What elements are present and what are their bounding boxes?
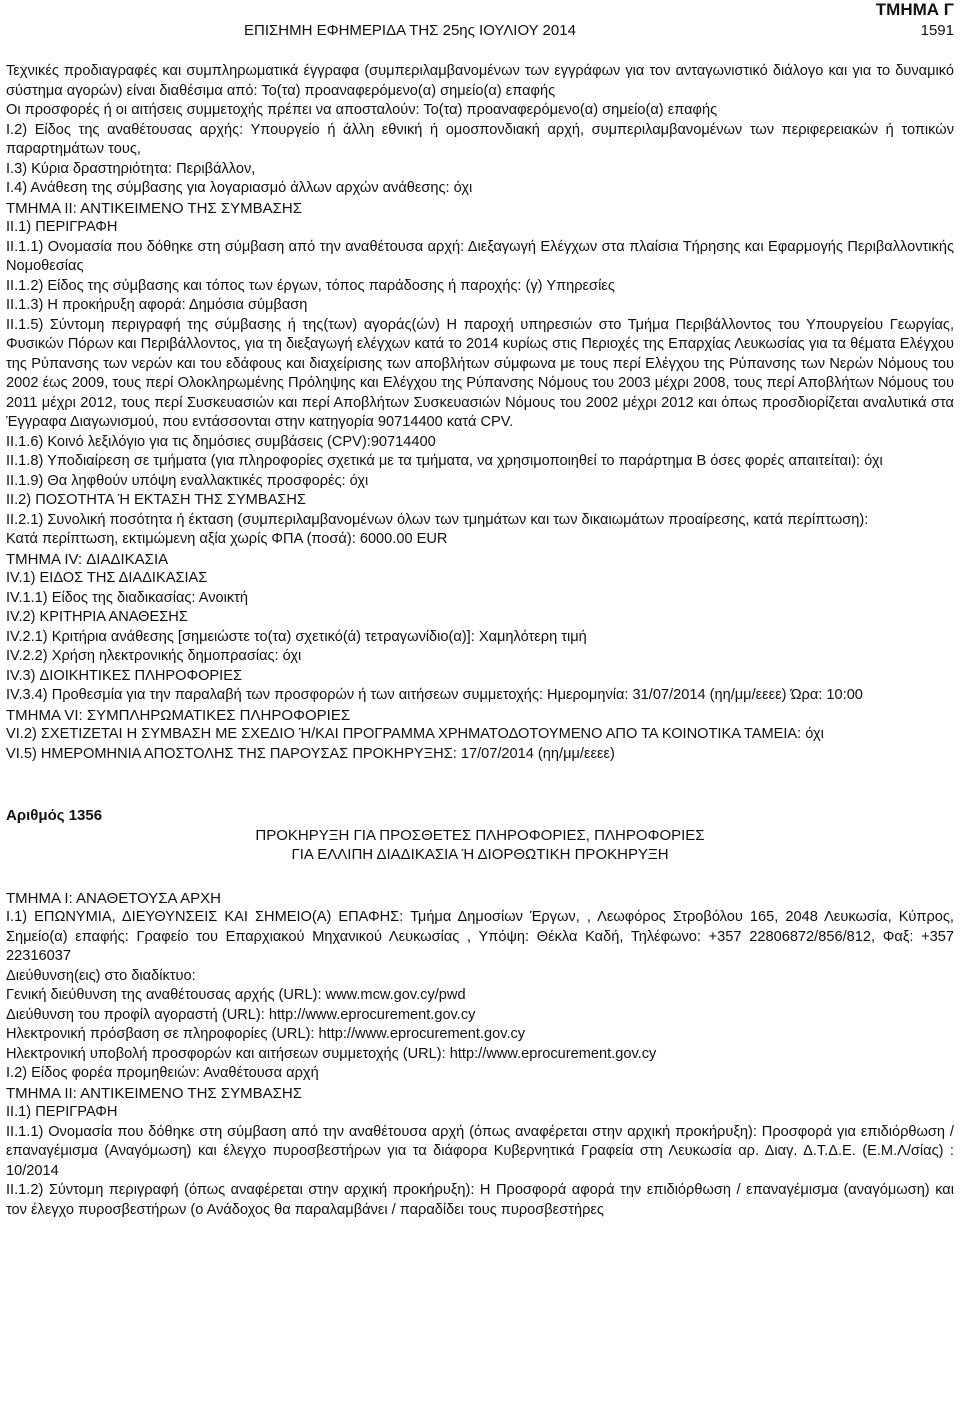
paragraph: Κατά περίπτωση, εκτιμώμενη αξία χωρίς ΦΠΑ (ποσά): 6000.00 EUR <box>6 531 448 547</box>
paragraph: ΙΙ.1.2) Σύντομη περιγραφή (όπως αναφέρεται στην αρχική προκήρυξη): Η Προσφορά αφορά την επιδιόρθωση / επαναγέμισμα (αναγόμωση) και τον έλεγχο πυροσβεστήρων (ο Ανάδοχος θα παραλαμβάνει / παραδίδει τους πυροσβεστήρες <box>6 1182 954 1218</box>
spacer <box>6 865 954 889</box>
paragraph: IV.2.2) Χρήση ηλεκτρονικής δημοπρασίας: όχι <box>6 648 302 664</box>
document-body <box>6 62 954 1220</box>
paragraph: Ι.2) Είδος της αναθέτουσας αρχής: Υπουργείο ή άλλη εθνική ή ομοσπονδιακή αρχή, συμπεριλαμβανομένων των περιφερειακών ή τοπικών παραρτημάτων τους, <box>6 121 954 157</box>
url-line: Γενική διεύθυνση της αναθέτουσας αρχής (URL): www.mcw.gov.cy/pwd <box>6 987 466 1003</box>
section-heading: ΤΜΗΜΑ IV: ΔΙΑΔΙΚΑΣΙΑ <box>6 550 169 568</box>
url-line: Ηλεκτρονική πρόσβαση σε πληροφορίες (URL): http://www.eprocurement.gov.cy <box>6 1026 526 1042</box>
paragraph: ΙΙ.1.5) Σύντομη περιγραφή της σύμβασης ή της(των) αγοράς(ών) Η παροχή υπηρεσιών στο Τμήμα Περιβάλλοντος του Υπουργείου Γεωργίας, Φυσικών Πόρων και Περιβάλλοντος, για τη διεξαγωγή ελέγχων κατά το 2014 κυρίως στις Περιοχές της Επαρχίας Λευκωσίας για τα θέματα Ελέγχου της Ρύπανσης των νερών και του εδάφους και διαχείρισης των αποβλήτων σύμφωνα με τους περί Ελέγχου της Ρύπανσης των Νερών Νόμους του 2002 έως 2009, τους περί Ολοκληρωμένης Πρόληψης και Ελέγχου της Ρύπανσης Νόμους του 2003 μέχρι 2008, τους περί Αποβλήτων Νόμους του 2011 μέχρι 2012, τους περί Συσκευασιών και περί Αποβλήτων Συσκευασιών Νόμους του 2002 μέχρι 2012 και όπως προσδιορίζεται αναλυτικά στα Έγγραφα Διαγωνισμού, που εντάσσονται στην κατηγορία 90714400 κατά CPV. <box>6 316 954 430</box>
paragraph: IV.3.4) Προθεσμία για την παραλαβή των προσφορών ή των αιτήσεων συμμετοχής: Ημερομηνία: 31/07/2014 (ηη/μμ/εεεε) Ώρα: 10:00 <box>6 687 863 703</box>
paragraph: Ι.1) ΕΠΩΝΥΜΙΑ, ΔΙΕΥΘΥΝΣΕΙΣ ΚΑΙ ΣΗΜΕΙΟ(Α) ΕΠΑΦΗΣ: Τμήμα Δημοσίων Έργων, , Λεωφόρος Στροβόλου 165, 2048 Λευκωσία, Κύπρος, Σημείο(α) επαφής: Γραφείο του Επαρχιακού Μηχανικού Λευκωσίας , Υπόψη: Θέκλα Καδή, Τηλέφωνο: +357 22806872/856/812, Φαξ: +357 22316037 <box>6 909 954 964</box>
subsection-heading: ΙΙ.1) ΠΕΡΙΓΡΑΦΗ <box>6 1104 118 1120</box>
subsection-heading: ΙΙ.2) ΠΟΣΟΤΗΤΑ Ή ΕΚΤΑΣΗ ΤΗΣ ΣΥΜΒΑΣΗΣ <box>6 492 306 508</box>
paragraph: ΙΙ.1.2) Είδος της σύμβασης και τόπος των έργων, τόπος παράδοσης ή παροχής: (γ) Υπηρεσίες <box>6 277 615 294</box>
section-heading: ΤΜΗΜΑ VI: ΣΥΜΠΛΗΡΩΜΑΤΙΚΕΣ ΠΛΗΡΟΦΟΡΙΕΣ <box>6 706 351 724</box>
notice-number: Αριθμός 1356 <box>6 807 103 824</box>
paragraph: ΙΙ.1.3) Η προκήρυξη αφορά: Δημόσια σύμβαση <box>6 297 308 313</box>
gazette-title: ΕΠΙΣΗΜΗ ΕΦΗΜΕΡΙΔΑ ΤΗΣ 25ης ΙΟΥΛΙΟΥ 2014 <box>244 22 576 39</box>
paragraph: ΙΙ.1.6) Κοινό λεξιλόγιο για τις δημόσιες συμβάσεις (CPV):90714400 <box>6 433 436 450</box>
paragraph: ΙΙ.1.8) Υποδιαίρεση σε τμήματα (για πληροφορίες σχετικά με τα τμήματα, να χρησιμοποιηθεί το παράρτημα Β όσες φορές απαιτείται): όχι <box>6 453 883 469</box>
paragraph: Ι.2) Είδος φορέα προμηθειών: Αναθέτουσα αρχή <box>6 1065 319 1081</box>
url-line: Ηλεκτρονική υποβολή προσφορών και αιτήσεων συμμετοχής (URL): http://www.eprocurement.gov.cy <box>6 1045 657 1062</box>
subsection-heading: ΙΙ.1) ΠΕΡΙΓΡΑΦΗ <box>6 219 118 235</box>
paragraph: ΙΙ.1.1) Ονομασία που δόθηκε στη σύμβαση από την αναθέτουσα αρχή (όπως αναφέρεται στην αρχική προκήρυξη): Προσφορά για επιδιόρθωση / επαναγέμισμα (Αναγόμωση) και έλεγχο πυροσβεστήρων για τα διάφορα Κυβερνητικά Γραφεία στη Λευκωσία αρ. Διαγ. Δ.Τ.Δ.Ε. (Ε.Μ.Λ/σίας) : 10/2014 <box>6 1123 954 1179</box>
paragraph: VI.5) ΗΜΕΡΟΜΗΝΙΑ ΑΠΟΣΤΟΛΗΣ ΤΗΣ ΠΑΡΟΥΣΑΣ ΠΡΟΚΗΡΥΞΗΣ: 17/07/2014 (ηη/μμ/εεεε) <box>6 745 615 762</box>
url-line: Διεύθυνση του προφίλ αγοραστή (URL): http://www.eprocurement.gov.cy <box>6 1006 476 1023</box>
section-heading: ΤΜΗΜΑ Ι: ΑΝΑΘΕΤΟΥΣΑ ΑΡΧΗ <box>6 889 221 907</box>
section-heading: ΤΜΗΜΑ ΙΙ: ΑΝΤΙΚΕΙΜΕΝΟ ΤΗΣ ΣΥΜΒΑΣΗΣ <box>6 1084 303 1102</box>
paragraph: Ι.3) Κύρια δραστηριότητα: Περιβάλλον, <box>6 160 256 177</box>
paragraph: ΙΙ.1.9) Θα ληφθούν υπόψη εναλλακτικές προσφορές: όχι <box>6 472 369 489</box>
section-heading: ΤΜΗΜΑ ΙΙ: ΑΝΤΙΚΕΙΜΕΝΟ ΤΗΣ ΣΥΜΒΑΣΗΣ <box>6 199 303 217</box>
page-number: 1591 <box>920 22 954 39</box>
paragraph: ΙΙ.2.1) Συνολική ποσότητα ή έκταση (συμπεριλαμβανομένων όλων των τμημάτων και των δικαιωμάτων προαίρεσης, κατά περίπτωση): <box>6 511 869 528</box>
notice-title-line-2: ΓΙΑ ΕΛΛΙΠΗ ΔΙΑΔΙΚΑΣΙΑ Ή ΔΙΟΡΘΩΤΙΚΗ ΠΡΟΚΗΡΥΞΗ <box>291 846 669 863</box>
paragraph: Τεχνικές προδιαγραφές και συμπληρωματικά έγγραφα (συμπεριλαμβανομένων των εγγράφων για τον ανταγωνιστικό διάλογο και για το δυναμικό σύστημα αγορών) είναι διαθέσιμα από: Το(τα) προαναφερόμενο(α) σημείο(α) επαφής <box>6 63 954 99</box>
subsection-heading: IV.1) ΕΙΔΟΣ ΤΗΣ ΔΙΑΔΙΚΑΣΙΑΣ <box>6 570 208 586</box>
spacer <box>6 764 954 806</box>
paragraph: IV.2.1) Κριτήρια ανάθεσης [σημειώστε το(τα) σχετικό(ά) τετραγωνίδιο(α)]: Χαμηλότερη τιμή <box>6 628 587 645</box>
section-label: ΤΜΗΜΑ Γ <box>875 0 954 19</box>
paragraph: Ι.4) Ανάθεση της σύμβασης για λογαριασμό άλλων αρχών ανάθεσης: όχι <box>6 180 473 196</box>
subsection-heading: IV.2) ΚΡΙΤΗΡΙΑ ΑΝΑΘΕΣΗΣ <box>6 609 188 625</box>
paragraph: ΙΙ.1.1) Ονομασία που δόθηκε στη σύμβαση από την αναθέτουσα αρχή: Διεξαγωγή Ελέγχων στα πλαίσια Τήρησης και Εφαρμογής Περιβαλλοντικής Νομοθεσίας <box>6 238 954 274</box>
paragraph: Οι προσφορές ή οι αιτήσεις συμμετοχής πρέπει να αποσταλούν: Το(τα) προαναφερόμενο(α) σημείο(α) επαφής <box>6 102 718 118</box>
paragraph: VI.2) ΣΧΕΤΙΖΕΤΑΙ Η ΣΥΜΒΑΣΗ ΜΕ ΣΧΕΔΙΟ Ή/ΚΑΙ ΠΡΟΓΡΑΜΜΑ ΧΡΗΜΑΤΟΔΟΤΟΥΜΕΝΟ ΑΠΟ ΤΑ ΚΟΙΝΟΤΙΚΑ ΤΑΜΕΙΑ: όχι <box>6 726 824 742</box>
paragraph: IV.1.1) Είδος της διαδικασίας: Ανοικτή <box>6 589 249 606</box>
paragraph: Διεύθυνση(εις) στο διαδίκτυο: <box>6 967 196 984</box>
subsection-heading: IV.3) ΔΙΟΙΚΗΤΙΚΕΣ ΠΛΗΡΟΦΟΡΙΕΣ <box>6 667 242 684</box>
notice-title-line-1: ΠΡΟΚΗΡΥΞΗ ΓΙΑ ΠΡΟΣΘΕΤΕΣ ΠΛΗΡΟΦΟΡΙΕΣ, ΠΛΗΡΟΦΟΡΙΕΣ <box>255 826 705 844</box>
